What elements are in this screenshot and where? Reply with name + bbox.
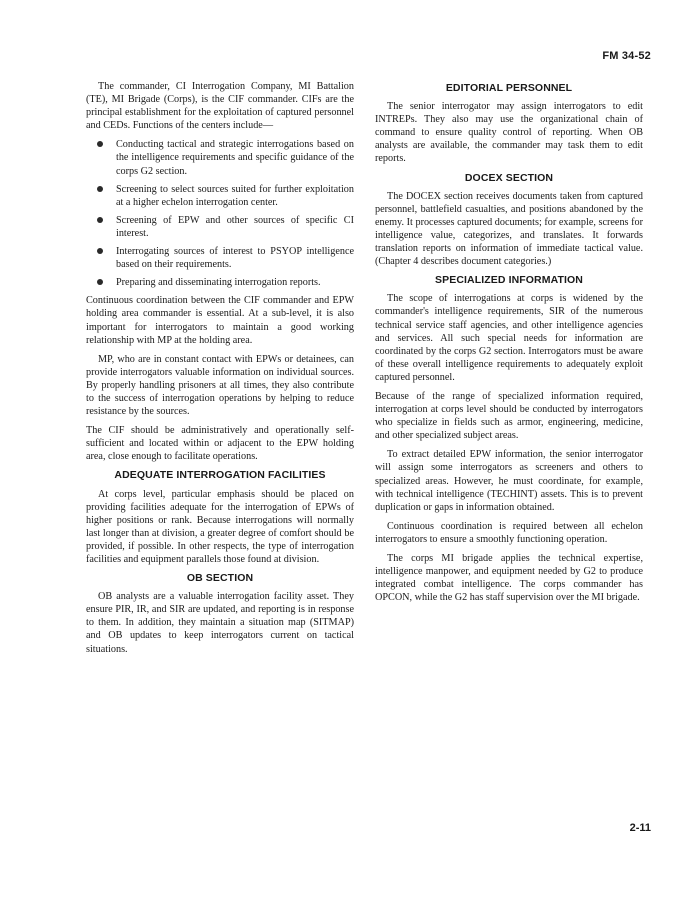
list-item: Conducting tactical and strategic interrogations based on the intelligence requirements and specific guidance of the corps G2 section. (86, 138, 354, 177)
paragraph-cif-commander: The commander, CI Interrogation Company, MI Battalion (TE), MI Brigade (Corps), is the CIF commander. CIFs are the principal establishment for the exploitation of captured personnel and CEDs. Functions of the centers include— (86, 81, 354, 132)
bullet-icon (97, 186, 103, 192)
paragraph-scope: The scope of interrogations at corps is widened by the commander's intelligence requirements, SIR of the numerous technical service staff agencies, and other intelligence agencies and services. All such special needs for information are coordinated by the corps G2 section. Interrogators must be aware of these overall intelligence requirements to adequately exploit captured personnel. (375, 293, 643, 383)
list-item: Interrogating sources of interest to PSYOP intelligence based on their requirements. (86, 245, 354, 271)
page-number: 2-11 (629, 822, 651, 834)
bullet-icon (97, 217, 103, 223)
paragraph-editorial: The senior interrogator may assign interrogators to edit INTREPs. They also may use the organizational chain of command to ensure quality control of reporting. When OB analysts are available, the commander may task them to edit reports. (375, 101, 643, 165)
left-column (86, 80, 354, 662)
bullet-icon (97, 141, 103, 147)
bullet-icon (97, 279, 103, 285)
heading-editorial-personnel: EDITORIAL PERSONNEL (445, 82, 573, 94)
paragraph-extract: To extract detailed EPW information, the senior interrogator will assign some interrogators as screeners and others to specialized areas. However, he must coordinate, for example, with technical intelligence (TECHINT) assets. This is to prevent duplication or gaps in information obtained. (375, 449, 643, 513)
paragraph-facilities: At corps level, particular emphasis should be placed on providing facilities adequate for the interrogation of EPWs of higher positions or rank. Because interrogations will normally last longer than at division, a greater degree of comfort should be provided, if possible. In other respects, the type of interrogation facilities and equipment parallels those found at division. (86, 488, 354, 565)
paragraph-cif-self-sufficient: The CIF should be administratively and operationally self-sufficient and located within or adjacent to the EPW holding area, close enough to facilitate operations. (86, 425, 354, 463)
paragraph-mp: MP, who are in constant contact with EPWs or detainees, can provide interrogators valuable information on individual sources. By properly handling prisoners at all times, they also contribute to the success of interrogation operations by helping to reduce resistance by the sources. (86, 353, 354, 418)
paragraph-docex: The DOCEX section receives documents taken from captured personnel, battlefield casualties, and positions abandoned by the enemy. It processes captured documents; for example, screens for intelligence value, categorizes, and translates. It forwards translation reports on information of immediate tactical value. (Chapter 4 describes document categories.) (375, 190, 643, 268)
list-item: Screening to select sources suited for further exploitation at a higher echelon interrogation center. (86, 183, 354, 209)
heading-adequate-facilities: ADEQUATE INTERROGATION FACILITIES (114, 469, 326, 482)
paragraph-ob: OB analysts are a valuable interrogation facility asset. They ensure PIR, IR, and SIR are updated, and reporting is in response to them. In addition, they maintain a situation map (SITMAP) and OB updates to keep interrogators current on tactical situations. (86, 591, 354, 655)
heading-ob-section: OB SECTION (186, 572, 254, 585)
paragraph-range: Because of the range of specialized information required, interrogation at corps level should be conducted by interrogators who specialize in fields such as armor, engineering, medicine, and other specialized subject areas. (375, 390, 643, 442)
bullet-icon (97, 248, 103, 254)
functions-list (86, 138, 354, 289)
heading-docex-section: DOCEX SECTION (464, 171, 554, 184)
document-id: FM 34-52 (602, 50, 651, 62)
right-column (375, 80, 643, 610)
paragraph-mi-brigade: The corps MI brigade applies the technical expertise, intelligence manpower, and equipment needed by G2 to produce integrated combat intelligence. The corps commander has OPCON, while the G2 has staff supervision over the MI brigade. (375, 553, 643, 604)
paragraph-continuous: Continuous coordination is required between all echelon interrogators to ensure a smoothly functioning operation. (375, 520, 643, 545)
heading-specialized-information: SPECIALIZED INFORMATION (435, 274, 583, 287)
list-item: Screening of EPW and other sources of specific CI interest. (86, 214, 354, 240)
list-item: Preparing and disseminating interrogation reports. (86, 276, 354, 289)
paragraph-coordination: Continuous coordination between the CIF commander and EPW holding area commander is essential. At a sub-level, it is also important for interrogators to maintain a good working relationship with MP at the holding area. (86, 295, 354, 346)
